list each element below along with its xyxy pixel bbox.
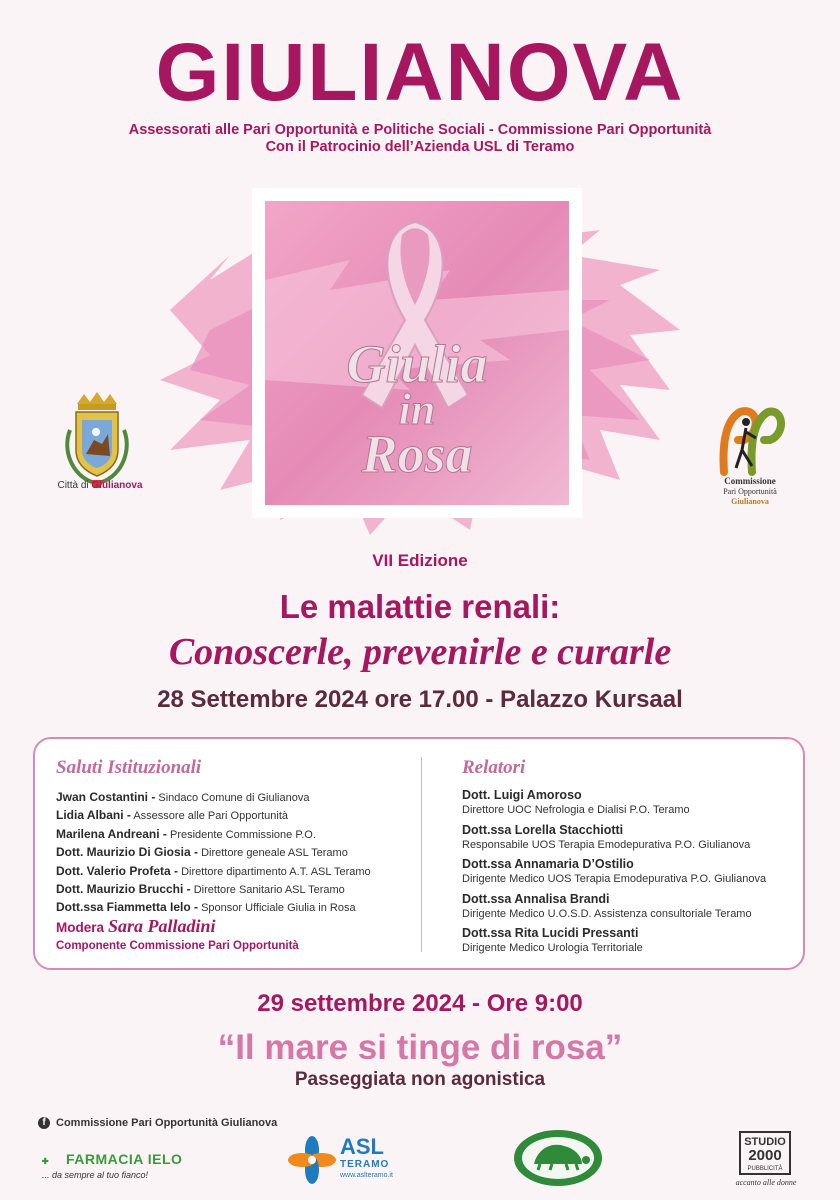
salute-row: Dott. Maurizio Brucchi - Direttore Sanitario ASL Teramo	[56, 882, 345, 897]
salute-row: Lidia Albani - Assessore alle Pari Opportunità	[56, 808, 289, 823]
facebook-icon: f	[38, 1117, 50, 1129]
ecological-association-logo-icon	[512, 1128, 604, 1188]
salute-row: Dott. Valerio Profeta - Direttore dipartimento A.T. ASL Teramo	[56, 863, 371, 878]
asl-name: ASL	[340, 1134, 384, 1159]
commission-logo-icon	[712, 402, 787, 477]
salute-row: Marilena Andreani - Presidente Commissione P.O.	[56, 826, 316, 841]
walk-subtitle: Passeggiata non agonistica	[294, 1069, 546, 1090]
speakers-list	[462, 787, 766, 960]
pharmacy-name: FARMACIA IELO	[66, 1151, 183, 1167]
salutes-list	[56, 789, 371, 918]
facebook-link[interactable]	[38, 1117, 277, 1129]
moderator-role: Componente Commissione Pari Opportunità	[56, 940, 299, 952]
patronage-line: Con il Patrocinio dell’Azienda USL di Teramo	[265, 139, 575, 155]
moderator-line: Modera Sara Palladini	[56, 916, 216, 936]
svg-text:2000: 2000	[748, 1147, 782, 1164]
salute-row: Jwan Costantini - Sindaco Comune di Giulianova	[56, 790, 310, 804]
event-topic-subtitle: Conoscerle, prevenirle e curarle	[168, 631, 672, 673]
commission-logo-caption-2: Pari Opportunità	[723, 487, 777, 496]
asl-url: www.aslteramo.it	[340, 1172, 393, 1179]
commission-logo-caption-3: Giulianova	[731, 497, 769, 506]
speaker-item: Dott.ssa Lorella Stacchiotti Responsabile UOS Terapia Emodepurativa P.O. Giulianova	[462, 822, 751, 851]
speaker-item: Dott. Luigi Amoroso Direttore UOC Nefrologia e Dialisi P.O. Teramo	[462, 788, 690, 816]
salute-row: Dott.ssa Fiammetta Ielo - Sponsor Ufficiale Giulia in Rosa	[56, 900, 356, 915]
facebook-label: Commissione Pari Opportunità Giulianova	[56, 1117, 278, 1129]
commission-logo-caption-1: Commissione	[724, 476, 776, 486]
svg-text:PUBBLICITÀ: PUBBLICITÀ	[747, 1166, 783, 1172]
city-logo-caption: Città di Giulianova	[57, 480, 143, 491]
pharmacy-cross-icon	[42, 1150, 64, 1172]
artwork-word-1: Giulia	[346, 334, 488, 394]
studio-2000-logo-icon	[734, 1130, 798, 1190]
main-title: GIULIANOVA	[155, 27, 685, 118]
svg-text:accanto alle donne: accanto alle donne	[735, 1178, 797, 1187]
speakers-heading: Relatori	[462, 757, 526, 778]
salute-row: Dott. Maurizio Di Giosia - Direttore geneale ASL Teramo	[56, 845, 348, 860]
giulia-in-rosa-artwork	[150, 160, 690, 550]
walk-date-line: 29 settembre 2024 - Ore 9:00	[257, 990, 583, 1017]
edition-label: VII Edizione	[372, 551, 468, 570]
program-divider	[421, 757, 422, 952]
salutes-heading: Saluti Istituzionali	[56, 757, 202, 778]
asl-flower-icon	[288, 1136, 336, 1184]
svg-text:STUDIO: STUDIO	[744, 1136, 786, 1148]
asl-sub: TERAMO	[340, 1159, 390, 1170]
event-date-line: 28 Settembre 2024 ore 17.00 - Palazzo Kursaal	[157, 686, 683, 713]
speaker-item: Dott.ssa Rita Lucidi Pressanti Dirigente Medico Urologia Territoriale	[462, 926, 643, 955]
event-topic: Le malattie renali:	[279, 588, 561, 625]
organizers-line: Assessorati alle Pari Opportunità e Politiche Sociali - Commissione Pari Opportunità	[128, 122, 712, 138]
artwork-word-3: Rosa	[361, 424, 473, 484]
speaker-item: Dott.ssa Annamaria D’Ostilio Dirigente Medico UOS Terapia Emodepurativa P.O. Giulianova	[462, 857, 767, 886]
pharmacy-tagline: ... da sempre al tuo fianco!	[42, 1170, 149, 1180]
artwork-word-2: in	[398, 385, 436, 434]
speaker-item: Dott.ssa Annalisa Brandi Dirigente Medico U.O.S.D. Assistenza consultoriale Teramo	[462, 891, 752, 920]
walk-title: “Il mare si tinge di rosa”	[217, 1028, 623, 1067]
